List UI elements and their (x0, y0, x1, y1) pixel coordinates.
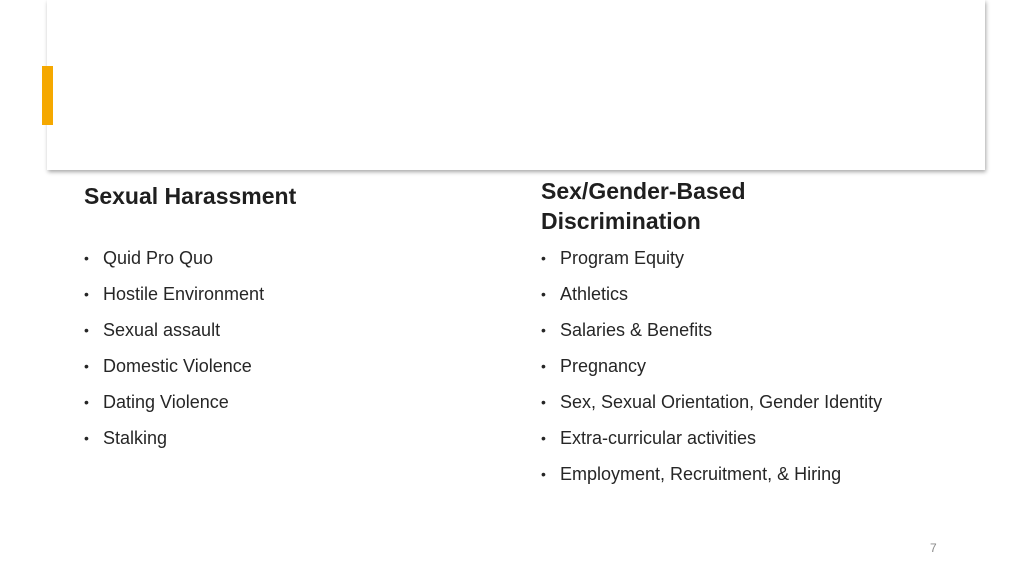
bullet-icon: • (84, 250, 89, 266)
list-item: • Dating Violence (84, 388, 264, 424)
bullet-icon: • (84, 430, 89, 446)
list-item: • Salaries & Benefits (541, 316, 882, 352)
bullet-icon: • (541, 358, 546, 374)
bullet-icon: • (541, 466, 546, 482)
left-column-list (84, 244, 264, 460)
right-column-heading: Sex/Gender-Based Discrimination (541, 178, 746, 234)
list-item: • Pregnancy (541, 352, 882, 388)
left-column-heading: Sexual Harassment (84, 183, 297, 209)
bullet-icon: • (541, 430, 546, 446)
list-item: • Employment, Recruitment, & Hiring (541, 460, 882, 496)
list-item: • Domestic Violence (84, 352, 264, 388)
title-banner (47, 0, 985, 170)
list-item: • Sex, Sexual Orientation, Gender Identity (541, 388, 882, 424)
list-item: • Quid Pro Quo (84, 244, 264, 280)
list-item: • Hostile Environment (84, 280, 264, 316)
bullet-icon: • (84, 322, 89, 338)
bullet-icon: • (541, 250, 546, 266)
list-item: • Stalking (84, 424, 264, 460)
page-number: 7 (930, 541, 937, 555)
bullet-icon: • (84, 286, 89, 302)
bullet-icon: • (84, 394, 89, 410)
list-item: • Program Equity (541, 244, 882, 280)
list-item: • Athletics (541, 280, 882, 316)
bullet-icon: • (541, 286, 546, 302)
bullet-icon: • (84, 358, 89, 374)
bullet-icon: • (541, 322, 546, 338)
accent-bar (42, 66, 53, 125)
list-item: • Sexual assault (84, 316, 264, 352)
list-item: • Extra-curricular activities (541, 424, 882, 460)
bullet-icon: • (541, 394, 546, 410)
right-column-list (541, 244, 882, 496)
